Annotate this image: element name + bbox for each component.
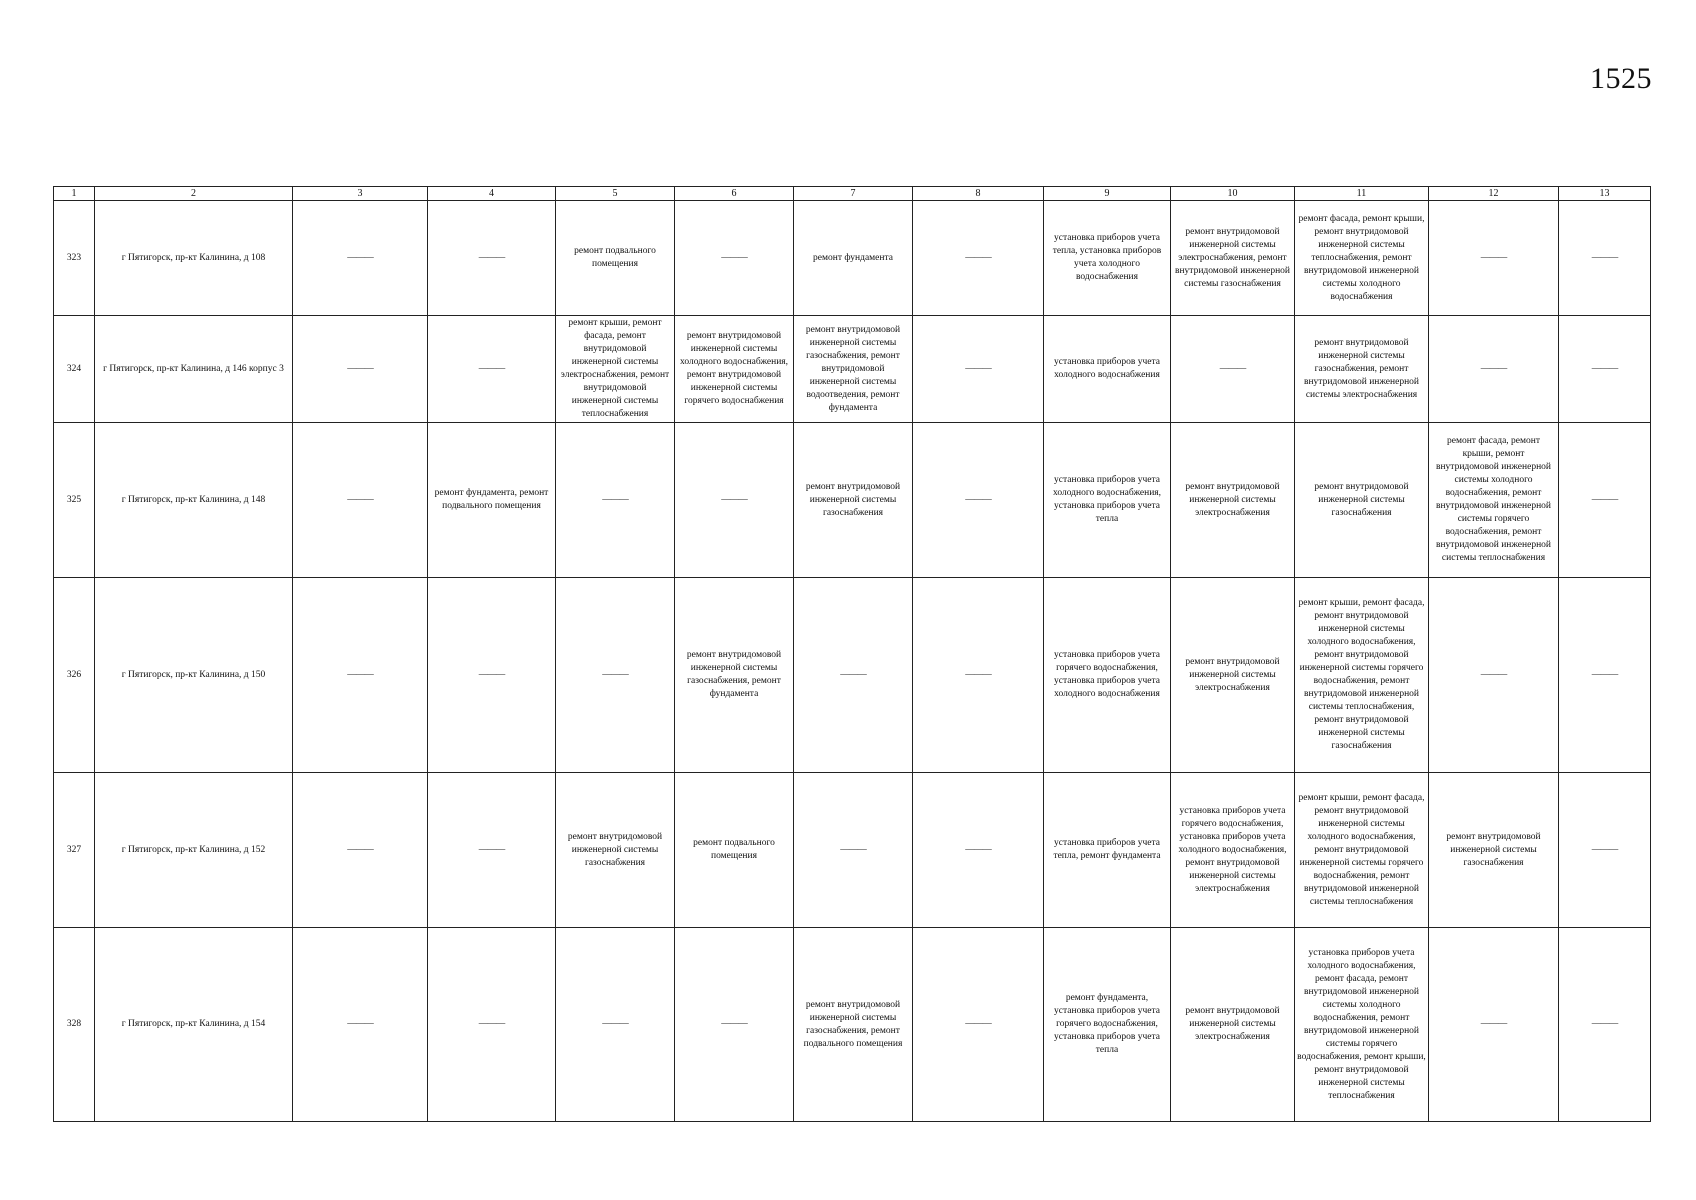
table-row <box>54 773 1651 928</box>
table-cell: ремонт внутридомовой инженерной системы электроснабжения <box>1171 928 1295 1122</box>
table-cell: ремонт фундамента <box>794 201 913 316</box>
table-cell: ——— <box>293 578 428 773</box>
table-cell: ремонт крыши, ремонт фасада, ремонт внутридомовой инженерной системы холодного водоснабжения, ремонт внутридомовой инженерной системы горячего водоснабжения, ремонт внутридомовой инженерной системы теплоснабжения, ремонт внутридомовой инженерной системы газоснабжения <box>1295 578 1429 773</box>
table-cell: ремонт внутридомовой инженерной системы газоснабжения <box>556 773 675 928</box>
table-cell: ——— <box>428 773 556 928</box>
column-header: 5 <box>556 187 675 201</box>
table-cell: ——— <box>556 928 675 1122</box>
table-cell: ——— <box>1559 578 1651 773</box>
table-cell: ремонт внутридомовой инженерной системы газоснабжения, ремонт подвального помещения <box>794 928 913 1122</box>
table-cell: ——— <box>794 578 913 773</box>
table-cell: ремонт внутридомовой инженерной системы холодного водоснабжения, ремонт внутридомовой инженерной системы горячего водоснабжения <box>675 316 794 423</box>
table-cell: установка приборов учета холодного водоснабжения, ремонт фасада, ремонт внутридомовой инженерной системы холодного водоснабжения, ремонт внутридомовой инженерной системы горячего водоснабжения, ремонт крыши, ремонт внутридомовой инженерной системы теплоснабжения <box>1295 928 1429 1122</box>
table-cell: установка приборов учета горячего водоснабжения, установка приборов учета холодного водоснабжения, ремонт внутридомовой инженерной системы электроснабжения <box>1171 773 1295 928</box>
table-cell: ремонт внутридомовой инженерной системы газоснабжения, ремонт фундамента <box>675 578 794 773</box>
table-cell: ——— <box>293 201 428 316</box>
address-cell: г Пятигорск, пр-кт Калинина, д 146 корпус 3 <box>95 316 293 423</box>
table-cell: ремонт фундамента, установка приборов учета горячего водоснабжения, установка приборов учета тепла <box>1044 928 1171 1122</box>
table-row <box>54 423 1651 578</box>
table-row <box>54 928 1651 1122</box>
column-header: 10 <box>1171 187 1295 201</box>
table-cell: установка приборов учета холодного водоснабжения <box>1044 316 1171 423</box>
row-number: 325 <box>54 423 95 578</box>
table-cell: ремонт подвального помещения <box>556 201 675 316</box>
table-cell: ——— <box>428 316 556 423</box>
table-row <box>54 201 1651 316</box>
table-cell: ремонт внутридомовой инженерной системы газоснабжения <box>1295 423 1429 578</box>
address-cell: г Пятигорск, пр-кт Калинина, д 154 <box>95 928 293 1122</box>
table-cell: ремонт фасада, ремонт крыши, ремонт внутридомовой инженерной системы холодного водоснабжения, ремонт внутридомовой инженерной системы горячего водоснабжения, ремонт внутридомовой инженерной системы теплоснабжения <box>1429 423 1559 578</box>
table-cell: ——— <box>794 773 913 928</box>
row-number: 324 <box>54 316 95 423</box>
table-cell: ——— <box>1559 773 1651 928</box>
table-cell: ——— <box>1429 578 1559 773</box>
table-cell: ремонт фундамента, ремонт подвального помещения <box>428 423 556 578</box>
table-cell: ремонт внутридомовой инженерной системы газоснабжения, ремонт внутридомовой инженерной системы водоотведения, ремонт фундамента <box>794 316 913 423</box>
table-cell: ремонт фасада, ремонт крыши, ремонт внутридомовой инженерной системы теплоснабжения, ремонт внутридомовой инженерной системы холодного водоснабжения <box>1295 201 1429 316</box>
table-cell: ——— <box>913 423 1044 578</box>
column-header: 1 <box>54 187 95 201</box>
column-header: 9 <box>1044 187 1171 201</box>
table-cell: ——— <box>913 773 1044 928</box>
repair-schedule-table <box>53 186 1651 1122</box>
table-cell: ——— <box>428 578 556 773</box>
page-number: 1525 <box>1590 62 1652 95</box>
column-header: 7 <box>794 187 913 201</box>
column-header: 3 <box>293 187 428 201</box>
table-cell: ——— <box>675 928 794 1122</box>
table-cell: установка приборов учета холодного водоснабжения, установка приборов учета тепла <box>1044 423 1171 578</box>
table-cell: ——— <box>913 316 1044 423</box>
table-cell: ——— <box>675 423 794 578</box>
table-cell: ——— <box>556 423 675 578</box>
column-header: 12 <box>1429 187 1559 201</box>
table-cell: ——— <box>428 201 556 316</box>
table-cell: ——— <box>913 928 1044 1122</box>
table-cell: ремонт подвального помещения <box>675 773 794 928</box>
table-cell: ремонт внутридомовой инженерной системы газоснабжения <box>794 423 913 578</box>
table-cell: ремонт крыши, ремонт фасада, ремонт внутридомовой инженерной системы электроснабжения, ремонт внутридомовой инженерной системы теплоснабжения <box>556 316 675 423</box>
table-cell: установка приборов учета тепла, ремонт фундамента <box>1044 773 1171 928</box>
table-cell: ——— <box>556 578 675 773</box>
column-header: 4 <box>428 187 556 201</box>
column-header: 2 <box>95 187 293 201</box>
table-cell: ——— <box>1429 316 1559 423</box>
address-cell: г Пятигорск, пр-кт Калинина, д 108 <box>95 201 293 316</box>
table-cell: ——— <box>1429 201 1559 316</box>
table-cell: ——— <box>293 316 428 423</box>
column-header: 8 <box>913 187 1044 201</box>
table-cell: ремонт внутридомовой инженерной системы электроснабжения <box>1171 423 1295 578</box>
table-row <box>54 316 1651 423</box>
table-cell: ——— <box>1559 423 1651 578</box>
table-cell: установка приборов учета горячего водоснабжения, установка приборов учета холодного водоснабжения <box>1044 578 1171 773</box>
column-header: 13 <box>1559 187 1651 201</box>
table-cell: ——— <box>1559 201 1651 316</box>
table-cell: ремонт внутридомовой инженерной системы электроснабжения <box>1171 578 1295 773</box>
table-cell: ремонт крыши, ремонт фасада, ремонт внутридомовой инженерной системы холодного водоснабжения, ремонт внутридомовой инженерной системы горячего водоснабжения, ремонт внутридомовой инженерной системы теплоснабжения <box>1295 773 1429 928</box>
table-cell: ремонт внутридомовой инженерной системы газоснабжения <box>1429 773 1559 928</box>
table-cell: ——— <box>913 201 1044 316</box>
row-number: 326 <box>54 578 95 773</box>
table-cell: ——— <box>293 423 428 578</box>
table-cell: ——— <box>675 201 794 316</box>
table-cell: ——— <box>293 928 428 1122</box>
table-cell: ремонт внутридомовой инженерной системы газоснабжения, ремонт внутридомовой инженерной системы электроснабжения <box>1295 316 1429 423</box>
row-number: 323 <box>54 201 95 316</box>
column-header: 11 <box>1295 187 1429 201</box>
table-cell: ——— <box>1559 316 1651 423</box>
table-cell: ——— <box>1171 316 1295 423</box>
table-row <box>54 578 1651 773</box>
table-cell: ремонт внутридомовой инженерной системы электроснабжения, ремонт внутридомовой инженерной системы газоснабжения <box>1171 201 1295 316</box>
row-number: 328 <box>54 928 95 1122</box>
address-cell: г Пятигорск, пр-кт Калинина, д 152 <box>95 773 293 928</box>
address-cell: г Пятигорск, пр-кт Калинина, д 150 <box>95 578 293 773</box>
table-cell: ——— <box>293 773 428 928</box>
table-cell: ——— <box>913 578 1044 773</box>
column-header: 6 <box>675 187 794 201</box>
table-cell: ——— <box>1429 928 1559 1122</box>
table-cell: установка приборов учета тепла, установка приборов учета холодного водоснабжения <box>1044 201 1171 316</box>
column-number-row <box>54 187 1651 201</box>
table-cell: ——— <box>1559 928 1651 1122</box>
row-number: 327 <box>54 773 95 928</box>
address-cell: г Пятигорск, пр-кт Калинина, д 148 <box>95 423 293 578</box>
table-cell: ——— <box>428 928 556 1122</box>
